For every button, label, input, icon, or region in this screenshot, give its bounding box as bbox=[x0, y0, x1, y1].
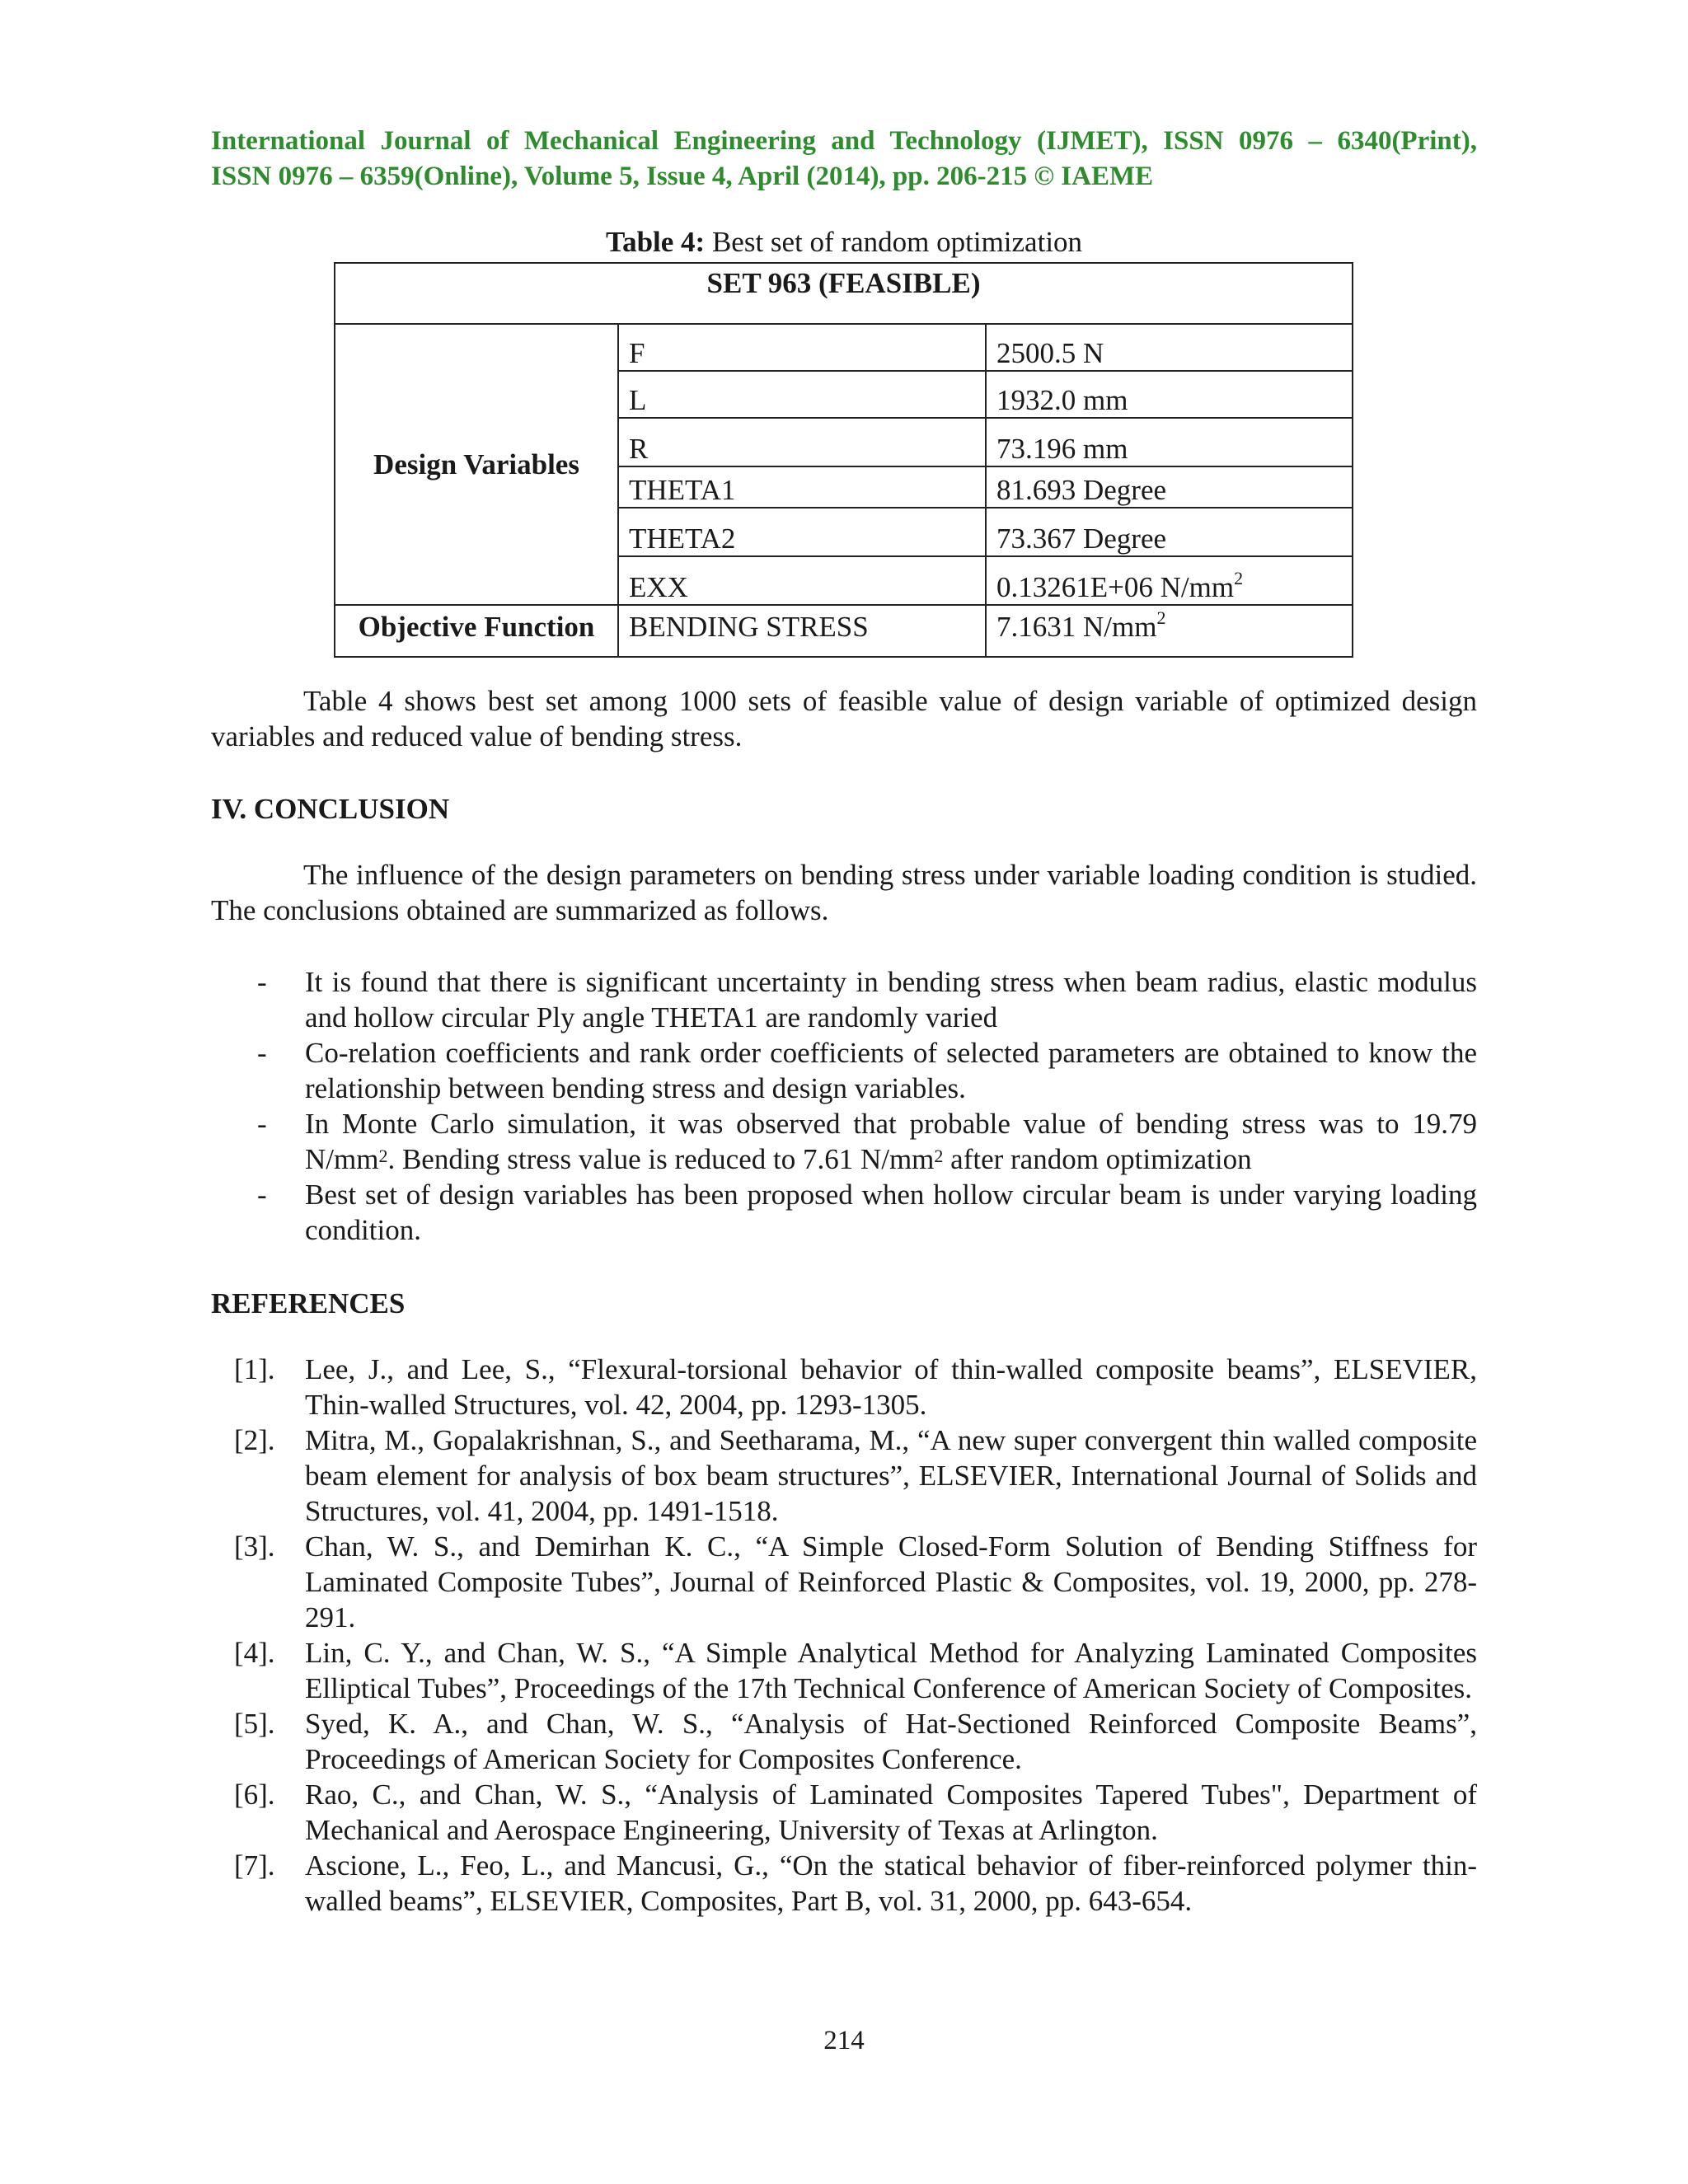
reference-item: [4]. Lin, C. Y., and Chan, W. S., “A Simple Analytical Method for Analyzing Laminated Composites Elliptical Tubes”, Proceedings of the 17th Technical Conference of American Society of Composites. bbox=[234, 1637, 1477, 1704]
table-cell-value: 73.367 Degree bbox=[986, 508, 1353, 556]
references-list bbox=[211, 1352, 1477, 1919]
list-item: - Best set of design variables has been proposed when hollow circular beam is under varying loading condition. bbox=[257, 1179, 1477, 1246]
table-caption-text: Best set of random optimization bbox=[705, 226, 1083, 258]
list-item: - Co-relation coefficients and rank order coefficients of selected parameters are obtained to know the relationship between bending stress and design variables. bbox=[257, 1037, 1477, 1104]
table-cell-value: 7.1631 $N/mm^2$ bbox=[986, 605, 1353, 657]
conclusion-heading: IV. CONCLUSION bbox=[211, 793, 450, 825]
reference-item: [1]. Lee, J., and Lee, S., “Flexural-torsional behavior of thin-walled composite beams”, ELSEVIER, Thin-walled Structures, vol. 42, 2004, pp. 1293-1305. bbox=[234, 1353, 1477, 1421]
journal-header-line2: ISSN 0976 – 6359(Online), Volume 5, Issue 4, April (2014), pp. 206-215 © IAEME bbox=[211, 162, 1154, 191]
conclusion-list bbox=[211, 964, 1477, 1248]
table-cell-name: R bbox=[618, 418, 986, 466]
table-title: SET 963 (FEASIBLE) bbox=[335, 263, 1353, 324]
objective-function-label: Objective Function bbox=[335, 605, 618, 657]
list-item: - In Monte Carlo simulation, it was observed that probable value of bending stress was to 19.79 $N/mm^2$. Bending stress value is reduced to 7.61 $N/mm^2$ after random optimization bbox=[257, 1108, 1477, 1175]
reference-item: [3]. Chan, W. S., and Demirhan K. C., “A Simple Closed-Form Solution of Bending Stiffness for Laminated Composite Tubes”, Journal of Reinforced Plastic & Composites, vol. 19, 2000, pp. 278-291. bbox=[234, 1530, 1477, 1633]
reference-item: [6]. Rao, C., and Chan, W. S., “Analysis of Laminated Composites Tapered Tubes", Department of Mechanical and Aerospace Engineering, University of Texas at Arlington. bbox=[234, 1779, 1477, 1846]
table-cell-name: BENDING STRESS bbox=[618, 605, 986, 657]
references-heading: REFERENCES bbox=[211, 1287, 406, 1319]
table-cell-value: 81.693 Degree bbox=[986, 466, 1353, 508]
list-item: - It is found that there is significant uncertainty in bending stress when beam radius, elastic modulus and hollow circular Ply angle THETA1 are randomly varied bbox=[257, 966, 1477, 1033]
superscript: 2 bbox=[1156, 607, 1166, 628]
table-cell-value: 73.196 mm bbox=[986, 418, 1353, 466]
journal-header bbox=[211, 124, 1477, 194]
optimization-table bbox=[334, 262, 1353, 658]
reference-item: [5]. Syed, K. A., and Chan, W. S., “Analysis of Hat-Sectioned Reinforced Composite Beams”, Proceedings of American Society for Composites Conference. bbox=[234, 1708, 1477, 1775]
table-cell-name: THETA1 bbox=[618, 466, 986, 508]
superscript: 2 bbox=[1234, 568, 1244, 588]
reference-item: [7]. Ascione, L., Feo, L., and Mancusi, G., “On the statical behavior of fiber-reinforced polymer thin-walled beams”, ELSEVIER, Composites, Part B, vol. 31, 2000, pp. 643-654. bbox=[234, 1849, 1477, 1917]
table-cell-name: THETA2 bbox=[618, 508, 986, 556]
table-cell-value: 0.13261E+06 $N/mm^2$ bbox=[986, 556, 1353, 605]
table-caption-label: Table 4: bbox=[605, 226, 706, 258]
table-cell-value: 2500.5 N bbox=[986, 324, 1353, 371]
journal-header-line1: International Journal of Mechanical Engineering and Technology (IJMET), ISSN 0976 – 6340(Print), bbox=[211, 126, 1477, 156]
table-cell-name: EXX bbox=[618, 556, 986, 605]
table-cell-name: F bbox=[618, 324, 986, 371]
table-discussion-paragraph: Table 4 shows best set among 1000 sets of feasible value of design variable of optimized design variables and reduced value of bending stress. bbox=[211, 685, 1477, 752]
page-number: 214 bbox=[823, 2026, 865, 2055]
table-cell-value: 1932.0 mm bbox=[986, 371, 1353, 418]
reference-item: [2]. Mitra, M., Gopalakrishnan, S., and Seetharama, M., “A new super convergent thin walled composite beam element for analysis of box beam structures”, ELSEVIER, International Journal of Solids and Structures, vol. 41, 2004, pp. 1491-1518. bbox=[234, 1424, 1477, 1527]
conclusion-intro: The influence of the design parameters on bending stress under variable loading condition is studied. The conclusions obtained are summarized as follows. bbox=[211, 859, 1477, 926]
table-cell-name: L bbox=[618, 371, 986, 418]
table-caption bbox=[0, 224, 1688, 260]
design-variables-label: Design Variables bbox=[335, 324, 618, 605]
